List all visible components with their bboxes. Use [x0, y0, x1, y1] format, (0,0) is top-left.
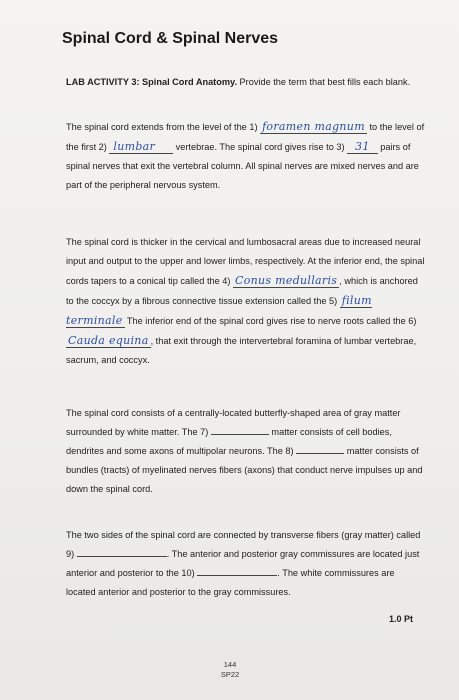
para1-text-2: to the level of the first 2): [66, 122, 425, 152]
para3-text-3: matter consists of bundles (tracts) of myelinated nerves fibers (axons) that conduct nerve impulses up and down the spinal cord.: [66, 446, 423, 494]
para4-text-2: . The anterior and posterior gray commissures are located just anterior and posterior to the 10): [66, 549, 420, 578]
para2-text-2: , which is anchored to the coccyx by a fibrous connective tissue extension called the 5): [66, 276, 418, 306]
para3-text-2: matter consists of cell bodies, dendrites and some axons of multipolar neurons. The 8): [66, 427, 392, 456]
page-number-value: 144: [223, 660, 237, 669]
para4-text-3: . The white commissures are located anterior and posterior to the gray commissures.: [66, 568, 395, 597]
para4-text-1: The two sides of the spinal cord are connected by transverse fibers (gray matter) called 9): [66, 530, 421, 559]
paragraph-3: [66, 404, 426, 499]
para3-text-1: The spinal cord consists of a centrally-located butterfly-shaped area of gray matter surrounded by white matter. The 7): [66, 408, 401, 437]
paragraph-1: [66, 117, 426, 195]
blank-7[interactable]: [211, 424, 269, 435]
answer-3[interactable]: 31: [347, 140, 378, 154]
activity-instruction: Provide the term that best fills each blank.: [237, 77, 411, 87]
activity-instructions: [66, 74, 426, 91]
blank-9[interactable]: [77, 546, 167, 557]
para2-text-4: , that exit through the intervertebral foramina of lumbar vertebrae, sacrum, and coccyx.: [66, 336, 417, 365]
page-title: Spinal Cord & Spinal Nerves: [62, 30, 279, 47]
para1-text-4: pairs of spinal nerves that exit the vertebral column. All spinal nerves are mixed nerves and are part of the peripheral nervous system.: [66, 142, 419, 190]
para1-text-1: The spinal cord extends from the level of the 1): [66, 122, 261, 132]
paragraph-2: [66, 233, 426, 370]
page-number: [200, 660, 260, 680]
answer-4[interactable]: Conus medullaris: [235, 274, 338, 287]
points-label: 1.0 Pt: [389, 614, 414, 624]
answer-6[interactable]: Cauda equina: [68, 334, 149, 347]
paragraph-4: [66, 526, 426, 602]
para2-text-3: The inferior end of the spinal cord gives rise to nerve roots called the 6): [124, 316, 417, 326]
blank-8[interactable]: [296, 443, 344, 454]
blank-10[interactable]: [197, 565, 277, 576]
para1-text-3: vertebrae. The spinal cord gives rise to 3): [173, 142, 348, 152]
page-code: SP22: [220, 670, 240, 679]
answer-5[interactable]: filum terminale: [66, 294, 372, 327]
activity-label: LAB ACTIVITY 3: Spinal Cord Anatomy.: [66, 77, 237, 87]
answer-2[interactable]: lumbar: [109, 140, 173, 154]
answer-1[interactable]: foramen magnum: [262, 120, 365, 133]
para2-text-1: The spinal cord is thicker in the cervical and lumbosacral areas due to increased neural input and output to the upper and lower limbs, respectively. At the inferior end, the spinal cords tapers to a conical tip called the 4): [66, 237, 425, 286]
